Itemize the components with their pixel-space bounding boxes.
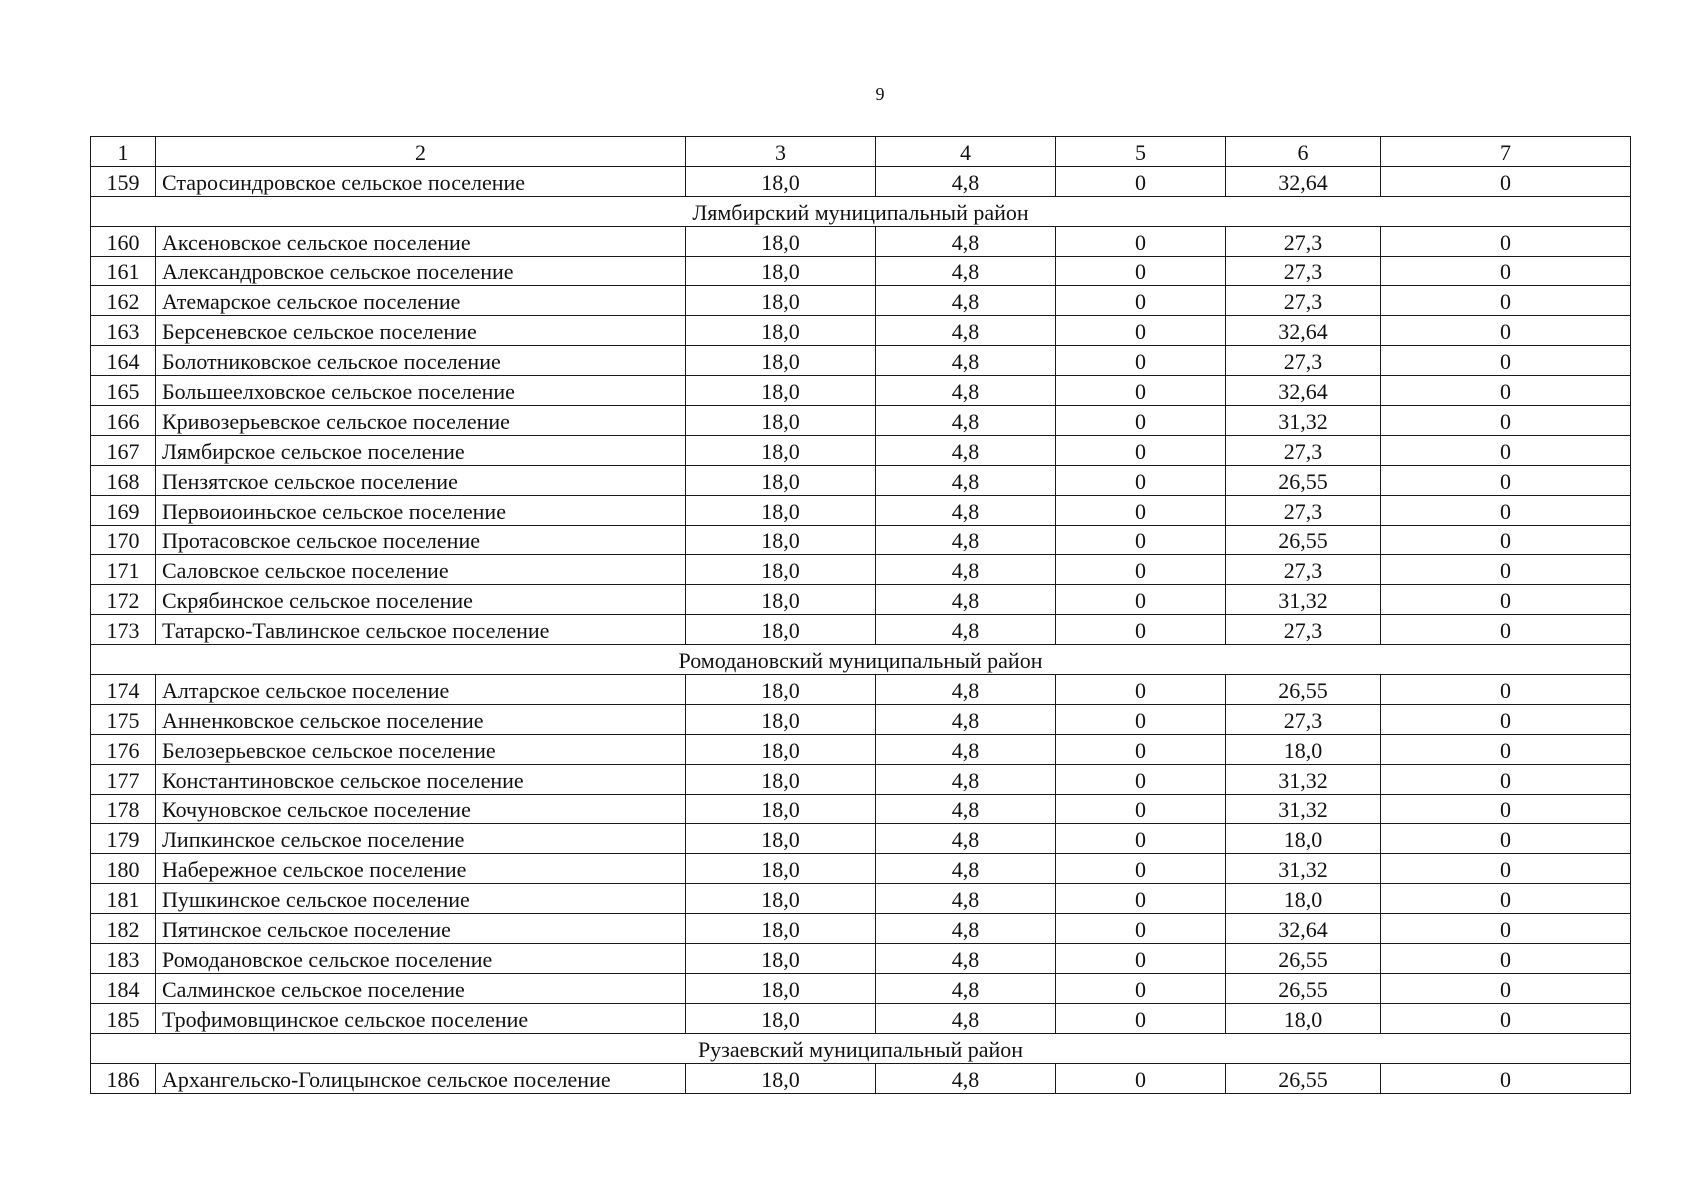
value-col-7: 0 [1381, 555, 1631, 585]
value-col-4: 4,8 [876, 734, 1056, 764]
value-col-5: 0 [1056, 465, 1226, 495]
table-row [91, 764, 1631, 794]
value-col-7: 0 [1381, 764, 1631, 794]
value-col-6: 26,55 [1226, 944, 1381, 974]
value-col-7: 0 [1381, 406, 1631, 436]
column-number-header-row [91, 137, 1631, 167]
row-number: 177 [91, 764, 156, 794]
value-col-7: 0 [1381, 794, 1631, 824]
settlement-name: Анненковское сельское поселение [156, 704, 686, 734]
table-row [91, 615, 1631, 645]
value-col-5: 0 [1056, 435, 1226, 465]
value-col-5: 0 [1056, 555, 1226, 585]
row-number: 173 [91, 615, 156, 645]
row-number: 186 [91, 1063, 156, 1093]
row-number: 171 [91, 555, 156, 585]
value-col-6: 27,3 [1226, 555, 1381, 585]
settlement-name: Белозерьевское сельское поселение [156, 734, 686, 764]
row-number: 181 [91, 884, 156, 914]
value-col-5: 0 [1056, 824, 1226, 854]
table-row [91, 884, 1631, 914]
district-name: Ромодановский муниципальный район [91, 645, 1631, 675]
value-col-5: 0 [1056, 585, 1226, 615]
settlement-name: Старосиндровское сельское поселение [156, 166, 686, 196]
row-number: 185 [91, 1003, 156, 1033]
value-col-7: 0 [1381, 884, 1631, 914]
table-row [91, 316, 1631, 346]
value-col-7: 0 [1381, 435, 1631, 465]
table-row [91, 585, 1631, 615]
value-col-7: 0 [1381, 973, 1631, 1003]
row-number: 163 [91, 316, 156, 346]
value-col-7: 0 [1381, 734, 1631, 764]
table-row [91, 824, 1631, 854]
row-number: 161 [91, 256, 156, 286]
value-col-6: 26,55 [1226, 675, 1381, 705]
table-row [91, 914, 1631, 944]
table-row [91, 675, 1631, 705]
value-col-5: 0 [1056, 973, 1226, 1003]
value-col-7: 0 [1381, 495, 1631, 525]
value-col-3: 18,0 [686, 704, 876, 734]
value-col-3: 18,0 [686, 346, 876, 376]
value-col-5: 0 [1056, 854, 1226, 884]
settlement-name: Пятинское сельское поселение [156, 914, 686, 944]
value-col-5: 0 [1056, 525, 1226, 555]
value-col-6: 31,32 [1226, 406, 1381, 436]
value-col-6: 32,64 [1226, 166, 1381, 196]
value-col-4: 4,8 [876, 346, 1056, 376]
row-number: 169 [91, 495, 156, 525]
value-col-3: 18,0 [686, 286, 876, 316]
value-col-4: 4,8 [876, 794, 1056, 824]
value-col-7: 0 [1381, 256, 1631, 286]
row-number: 162 [91, 286, 156, 316]
settlement-name: Протасовское сельское поселение [156, 525, 686, 555]
column-header: 6 [1226, 137, 1381, 167]
value-col-6: 18,0 [1226, 1003, 1381, 1033]
value-col-4: 4,8 [876, 525, 1056, 555]
value-col-7: 0 [1381, 1003, 1631, 1033]
value-col-4: 4,8 [876, 286, 1056, 316]
row-number: 160 [91, 226, 156, 256]
value-col-5: 0 [1056, 734, 1226, 764]
value-col-4: 4,8 [876, 406, 1056, 436]
column-header: 1 [91, 137, 156, 167]
row-number: 165 [91, 376, 156, 406]
value-col-3: 18,0 [686, 764, 876, 794]
value-col-3: 18,0 [686, 944, 876, 974]
value-col-5: 0 [1056, 914, 1226, 944]
value-col-6: 31,32 [1226, 764, 1381, 794]
value-col-7: 0 [1381, 615, 1631, 645]
table-row [91, 555, 1631, 585]
table-row [91, 406, 1631, 436]
value-col-7: 0 [1381, 704, 1631, 734]
value-col-6: 26,55 [1226, 973, 1381, 1003]
settlement-name: Кривозерьевское сельское поселение [156, 406, 686, 436]
value-col-3: 18,0 [686, 495, 876, 525]
value-col-3: 18,0 [686, 1003, 876, 1033]
row-number: 183 [91, 944, 156, 974]
value-col-5: 0 [1056, 316, 1226, 346]
value-col-6: 31,32 [1226, 585, 1381, 615]
value-col-7: 0 [1381, 914, 1631, 944]
value-col-5: 0 [1056, 675, 1226, 705]
row-number: 167 [91, 435, 156, 465]
value-col-5: 0 [1056, 764, 1226, 794]
value-col-7: 0 [1381, 675, 1631, 705]
value-col-7: 0 [1381, 316, 1631, 346]
settlement-name: Алтарское сельское поселение [156, 675, 686, 705]
value-col-5: 0 [1056, 166, 1226, 196]
value-col-3: 18,0 [686, 1063, 876, 1093]
value-col-7: 0 [1381, 226, 1631, 256]
value-col-3: 18,0 [686, 525, 876, 555]
value-col-7: 0 [1381, 166, 1631, 196]
table-row [91, 704, 1631, 734]
value-col-6: 27,3 [1226, 495, 1381, 525]
value-col-4: 4,8 [876, 226, 1056, 256]
value-col-3: 18,0 [686, 166, 876, 196]
row-number: 180 [91, 854, 156, 884]
column-header: 2 [156, 137, 686, 167]
table-row [91, 495, 1631, 525]
settlement-name: Берсеневское сельское поселение [156, 316, 686, 346]
row-number: 184 [91, 973, 156, 1003]
value-col-4: 4,8 [876, 973, 1056, 1003]
value-col-7: 0 [1381, 525, 1631, 555]
value-col-6: 32,64 [1226, 376, 1381, 406]
value-col-4: 4,8 [876, 555, 1056, 585]
value-col-6: 31,32 [1226, 854, 1381, 884]
settlement-name: Набережное сельское поселение [156, 854, 686, 884]
value-col-4: 4,8 [876, 256, 1056, 286]
value-col-3: 18,0 [686, 734, 876, 764]
value-col-3: 18,0 [686, 615, 876, 645]
row-number: 176 [91, 734, 156, 764]
column-header: 3 [686, 137, 876, 167]
table-row [91, 525, 1631, 555]
settlement-name: Салминское сельское поселение [156, 973, 686, 1003]
page-number: 9 [875, 84, 885, 104]
value-col-6: 27,3 [1226, 346, 1381, 376]
value-col-3: 18,0 [686, 226, 876, 256]
table-row [91, 734, 1631, 764]
value-col-5: 0 [1056, 495, 1226, 525]
value-col-7: 0 [1381, 585, 1631, 615]
table-row [91, 166, 1631, 196]
value-col-4: 4,8 [876, 316, 1056, 346]
value-col-3: 18,0 [686, 884, 876, 914]
row-number: 168 [91, 465, 156, 495]
row-number: 178 [91, 794, 156, 824]
row-number: 172 [91, 585, 156, 615]
value-col-3: 18,0 [686, 675, 876, 705]
district-name: Лямбирский муниципальный район [91, 196, 1631, 226]
value-col-4: 4,8 [876, 465, 1056, 495]
column-header: 7 [1381, 137, 1631, 167]
value-col-3: 18,0 [686, 406, 876, 436]
value-col-5: 0 [1056, 704, 1226, 734]
table-row [91, 256, 1631, 286]
value-col-3: 18,0 [686, 914, 876, 944]
district-row [91, 196, 1631, 226]
value-col-3: 18,0 [686, 376, 876, 406]
value-col-6: 26,55 [1226, 1063, 1381, 1093]
value-col-4: 4,8 [876, 1003, 1056, 1033]
value-col-6: 27,3 [1226, 615, 1381, 645]
value-col-6: 18,0 [1226, 884, 1381, 914]
value-col-7: 0 [1381, 944, 1631, 974]
value-col-3: 18,0 [686, 316, 876, 346]
value-col-4: 4,8 [876, 585, 1056, 615]
table-row [91, 973, 1631, 1003]
value-col-5: 0 [1056, 615, 1226, 645]
value-col-6: 27,3 [1226, 704, 1381, 734]
row-number: 182 [91, 914, 156, 944]
table-row [91, 346, 1631, 376]
district-row [91, 1033, 1631, 1063]
settlement-name: Александровское сельское поселение [156, 256, 686, 286]
row-number: 159 [91, 166, 156, 196]
value-col-6: 27,3 [1226, 435, 1381, 465]
settlement-name: Аксеновское сельское поселение [156, 226, 686, 256]
district-name: Рузаевский муниципальный район [91, 1033, 1631, 1063]
table-row [91, 944, 1631, 974]
value-col-6: 18,0 [1226, 734, 1381, 764]
settlement-name: Пушкинское сельское поселение [156, 884, 686, 914]
value-col-7: 0 [1381, 376, 1631, 406]
value-col-5: 0 [1056, 1003, 1226, 1033]
value-col-7: 0 [1381, 346, 1631, 376]
value-col-4: 4,8 [876, 704, 1056, 734]
value-col-6: 26,55 [1226, 465, 1381, 495]
value-col-5: 0 [1056, 256, 1226, 286]
value-col-4: 4,8 [876, 495, 1056, 525]
value-col-6: 26,55 [1226, 525, 1381, 555]
value-col-4: 4,8 [876, 376, 1056, 406]
settlements-table [90, 136, 1631, 1094]
value-col-6: 18,0 [1226, 824, 1381, 854]
value-col-4: 4,8 [876, 435, 1056, 465]
table-row [91, 286, 1631, 316]
value-col-3: 18,0 [686, 256, 876, 286]
settlement-name: Большеелховское сельское поселение [156, 376, 686, 406]
settlement-name: Пензятское сельское поселение [156, 465, 686, 495]
value-col-6: 27,3 [1226, 256, 1381, 286]
value-col-5: 0 [1056, 226, 1226, 256]
value-col-4: 4,8 [876, 166, 1056, 196]
table-row [91, 376, 1631, 406]
settlement-name: Липкинское сельское поселение [156, 824, 686, 854]
value-col-4: 4,8 [876, 914, 1056, 944]
settlement-name: Болотниковское сельское поселение [156, 346, 686, 376]
settlement-name: Архангельско-Голицынское сельское поселение [156, 1063, 686, 1093]
settlement-name: Константиновское сельское поселение [156, 764, 686, 794]
settlement-name: Саловское сельское поселение [156, 555, 686, 585]
settlement-name: Первоиоиньское сельское поселение [156, 495, 686, 525]
value-col-5: 0 [1056, 406, 1226, 436]
settlement-name: Ромодановское сельское поселение [156, 944, 686, 974]
value-col-3: 18,0 [686, 465, 876, 495]
table-row [91, 465, 1631, 495]
table-row [91, 794, 1631, 824]
settlement-name: Татарско-Тавлинское сельское поселение [156, 615, 686, 645]
value-col-6: 27,3 [1226, 226, 1381, 256]
value-col-5: 0 [1056, 376, 1226, 406]
value-col-4: 4,8 [876, 884, 1056, 914]
row-number: 175 [91, 704, 156, 734]
value-col-5: 0 [1056, 794, 1226, 824]
column-header: 5 [1056, 137, 1226, 167]
value-col-3: 18,0 [686, 854, 876, 884]
value-col-3: 18,0 [686, 794, 876, 824]
table-row [91, 1063, 1631, 1093]
value-col-6: 32,64 [1226, 316, 1381, 346]
value-col-4: 4,8 [876, 764, 1056, 794]
value-col-5: 0 [1056, 346, 1226, 376]
value-col-4: 4,8 [876, 824, 1056, 854]
table-row [91, 854, 1631, 884]
table-row [91, 1003, 1631, 1033]
value-col-3: 18,0 [686, 435, 876, 465]
settlement-name: Кочуновское сельское поселение [156, 794, 686, 824]
value-col-7: 0 [1381, 1063, 1631, 1093]
table-row [91, 435, 1631, 465]
value-col-4: 4,8 [876, 1063, 1056, 1093]
value-col-6: 31,32 [1226, 794, 1381, 824]
value-col-3: 18,0 [686, 973, 876, 1003]
value-col-3: 18,0 [686, 555, 876, 585]
settlement-name: Лямбирское сельское поселение [156, 435, 686, 465]
row-number: 170 [91, 525, 156, 555]
settlement-name: Атемарское сельское поселение [156, 286, 686, 316]
value-col-6: 27,3 [1226, 286, 1381, 316]
value-col-4: 4,8 [876, 854, 1056, 884]
value-col-4: 4,8 [876, 944, 1056, 974]
value-col-5: 0 [1056, 884, 1226, 914]
row-number: 174 [91, 675, 156, 705]
value-col-7: 0 [1381, 286, 1631, 316]
value-col-5: 0 [1056, 1063, 1226, 1093]
value-col-3: 18,0 [686, 824, 876, 854]
value-col-3: 18,0 [686, 585, 876, 615]
row-number: 166 [91, 406, 156, 436]
row-number: 164 [91, 346, 156, 376]
value-col-6: 32,64 [1226, 914, 1381, 944]
value-col-7: 0 [1381, 854, 1631, 884]
value-col-7: 0 [1381, 465, 1631, 495]
value-col-4: 4,8 [876, 675, 1056, 705]
value-col-5: 0 [1056, 944, 1226, 974]
table-row [91, 226, 1631, 256]
column-header: 4 [876, 137, 1056, 167]
row-number: 179 [91, 824, 156, 854]
settlement-name: Скрябинское сельское поселение [156, 585, 686, 615]
value-col-4: 4,8 [876, 615, 1056, 645]
value-col-5: 0 [1056, 286, 1226, 316]
district-row [91, 645, 1631, 675]
value-col-7: 0 [1381, 824, 1631, 854]
settlement-name: Трофимовщинское сельское поселение [156, 1003, 686, 1033]
